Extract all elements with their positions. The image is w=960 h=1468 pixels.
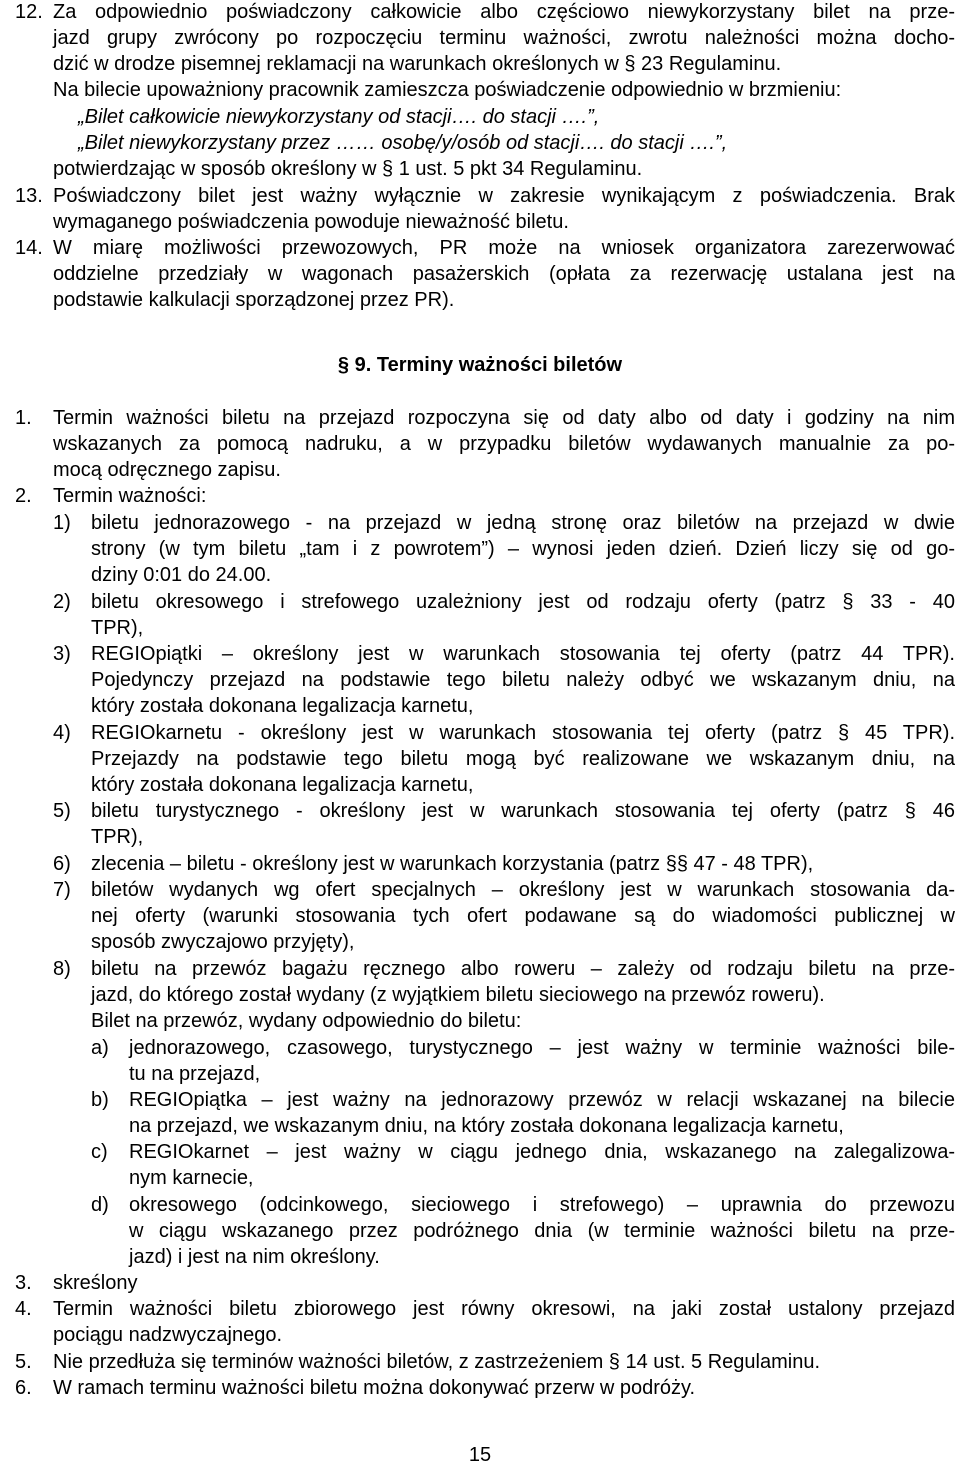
- paragraph-line: Nie przedłuża się terminów ważności biletów, z zastrzeżeniem § 14 ust. 5 Regulaminu.: [53, 1351, 821, 1373]
- paragraph-line: zlecenia – biletu - określony jest w warunkach korzystania (patrz §§ 47 - 48 TPR),: [91, 853, 814, 875]
- paragraph-line: „Bilet niewykorzystany przez …… osobę/y/osób od stacji…. do stacji ….”,: [78, 132, 728, 154]
- item-number: 4.: [15, 1298, 32, 1320]
- paragraph-line: Przejazdy na podstawie tego biletu mogą być realizowane we wskazanym dniu, na: [91, 748, 955, 770]
- paragraph-line: w ciągu wskazanego przez podróżnego dnia (w terminie ważności biletu na prze-: [129, 1220, 955, 1242]
- paragraph-line: tu na przejazd,: [129, 1063, 261, 1085]
- paragraph-line: jazd, do którego został wydany (z wyjątkiem biletu sieciowego na przewóz roweru).: [91, 984, 825, 1006]
- page-number: 15: [468, 1444, 492, 1466]
- item-number: 8): [53, 958, 71, 980]
- paragraph-line: sposób zwyczajowo przyjęty),: [91, 931, 355, 953]
- paragraph-line: Na bilecie upoważniony pracownik zamieszcza poświadczenie odpowiednio w brzmieniu:: [53, 79, 842, 101]
- paragraph-line: REGIOkarnetu - określony jest w warunkach stosowania tej oferty (patrz § 45 TPR).: [91, 722, 955, 744]
- paragraph-line: który została dokonana legalizacja karnetu,: [91, 774, 474, 796]
- item-number: 12.: [15, 1, 43, 23]
- paragraph-line: skreślony: [53, 1272, 138, 1294]
- paragraph-line: biletu jednorazowego - na przejazd w jedną stronę oraz biletów na przejazd w dwie: [91, 512, 955, 534]
- paragraph-line: W ramach terminu ważności biletu można dokonywać przerw w podróży.: [53, 1377, 696, 1399]
- paragraph-line: „Bilet całkowicie niewykorzystany od stacji…. do stacji ….”,: [78, 106, 600, 128]
- paragraph-line: jednorazowego, czasowego, turystycznego – jest ważny w terminie ważności bile-: [129, 1037, 955, 1059]
- paragraph-line: oddzielne przedziały w wagonach pasażerskich (opłata za rezerwację ustalana jest na: [53, 263, 955, 285]
- paragraph-line: Termin ważności:: [53, 485, 207, 507]
- item-number: 1.: [15, 407, 32, 429]
- item-number: 6): [53, 853, 71, 875]
- paragraph-line: Termin ważności biletu na przejazd rozpoczyna się od daty albo od daty i godziny na nim: [53, 407, 955, 429]
- paragraph-line: podstawie kalkulacji sporządzonej przez PR).: [53, 289, 455, 311]
- paragraph-line: jazd) i jest na nim określony.: [129, 1246, 380, 1268]
- paragraph-line: Poświadczony bilet jest ważny wyłącznie w zakresie wynikającym z poświadczenia. Brak: [53, 185, 955, 207]
- paragraph-line: Bilet na przewóz, wydany odpowiednio do biletu:: [91, 1010, 522, 1032]
- item-number: a): [91, 1037, 109, 1059]
- paragraph-line: biletu turystycznego - określony jest w warunkach stosowania tej oferty (patrz § 46: [91, 800, 955, 822]
- paragraph-line: wskazanych za pomocą nadruku, a w przypadku biletów wydawanych manualnie za po-: [53, 433, 955, 455]
- item-number: 7): [53, 879, 71, 901]
- item-number: 4): [53, 722, 71, 744]
- paragraph-line: dzić w drodze pisemnej reklamacji na warunkach określonych w § 23 Regulaminu.: [53, 53, 782, 75]
- item-number: 3.: [15, 1272, 32, 1294]
- paragraph-line: nej oferty (warunki stosowania tych ofert podawane są do wiadomości publicznej w: [91, 905, 955, 927]
- paragraph-line: potwierdzając w sposób określony w § 1 ust. 5 pkt 34 Regulaminu.: [53, 158, 643, 180]
- paragraph-line: Termin ważności biletu zbiorowego jest równy okresowi, na jaki został ustalony przejazd: [53, 1298, 955, 1320]
- item-number: c): [91, 1141, 108, 1163]
- paragraph-line: TPR),: [91, 617, 144, 639]
- item-number: 5): [53, 800, 71, 822]
- item-number: 6.: [15, 1377, 32, 1399]
- item-number: 2): [53, 591, 71, 613]
- paragraph-line: dziny 0:01 do 24.00.: [91, 564, 272, 586]
- paragraph-line: wymaganego poświadczenia powoduje nieważność biletu.: [53, 211, 569, 233]
- paragraph-line: jazd grupy zwrócony po rozpoczęciu terminu ważności, zwrotu należności można docho-: [53, 27, 955, 49]
- item-number: 2.: [15, 485, 32, 507]
- paragraph-line: REGIOpiątki – określony jest w warunkach stosowania tej oferty (patrz 44 TPR).: [91, 643, 955, 665]
- item-number: 3): [53, 643, 71, 665]
- section-heading: § 9. Terminy ważności biletów: [337, 354, 623, 376]
- item-number: d): [91, 1194, 109, 1216]
- item-number: b): [91, 1089, 109, 1111]
- paragraph-line: TPR),: [91, 826, 144, 848]
- paragraph-line: mocą odręcznego zapisu.: [53, 459, 281, 481]
- paragraph-line: Za odpowiednio poświadczony całkowicie albo częściowo niewykorzystany bilet na prze-: [53, 1, 955, 23]
- paragraph-line: pociągu nadzwyczajnego.: [53, 1324, 283, 1346]
- paragraph-line: W miarę możliwości przewozowych, PR może na wniosek organizatora zarezerwować: [53, 237, 955, 259]
- paragraph-line: REGIOpiątka – jest ważny na jednorazowy przewóz w relacji wskazanej na bilecie: [129, 1089, 955, 1111]
- paragraph-line: nym karnecie,: [129, 1167, 254, 1189]
- paragraph-line: biletu okresowego i strefowego uzależniony jest od rodzaju oferty (patrz § 33 - 40: [91, 591, 955, 613]
- item-number: 5.: [15, 1351, 32, 1373]
- paragraph-line: biletu na przewóz bagażu ręcznego albo roweru – zależy od rodzaju biletu na prze-: [91, 958, 955, 980]
- paragraph-line: biletów wydanych wg ofert specjalnych – określony jest w warunkach stosowania da-: [91, 879, 955, 901]
- item-number: 14.: [15, 237, 43, 259]
- paragraph-line: strony (w tym biletu „tam i z powrotem”) – wynosi jeden dzień. Dzień liczy się od go-: [91, 538, 955, 560]
- item-number: 1): [53, 512, 71, 534]
- item-number: 13.: [15, 185, 43, 207]
- paragraph-line: Pojedynczy przejazd na podstawie tego biletu należy odbyć we wskazanym dniu, na: [91, 669, 955, 691]
- paragraph-line: okresowego (odcinkowego, sieciowego i strefowego) – uprawnia do przewozu: [129, 1194, 955, 1216]
- paragraph-line: REGIOkarnet – jest ważny w ciągu jednego dnia, wskazanego na zalegalizowa-: [129, 1141, 955, 1163]
- paragraph-line: który została dokonana legalizacja karnetu,: [91, 695, 474, 717]
- paragraph-line: na przejazd, we wskazanym dniu, na który została dokonana legalizacja karnetu,: [129, 1115, 844, 1137]
